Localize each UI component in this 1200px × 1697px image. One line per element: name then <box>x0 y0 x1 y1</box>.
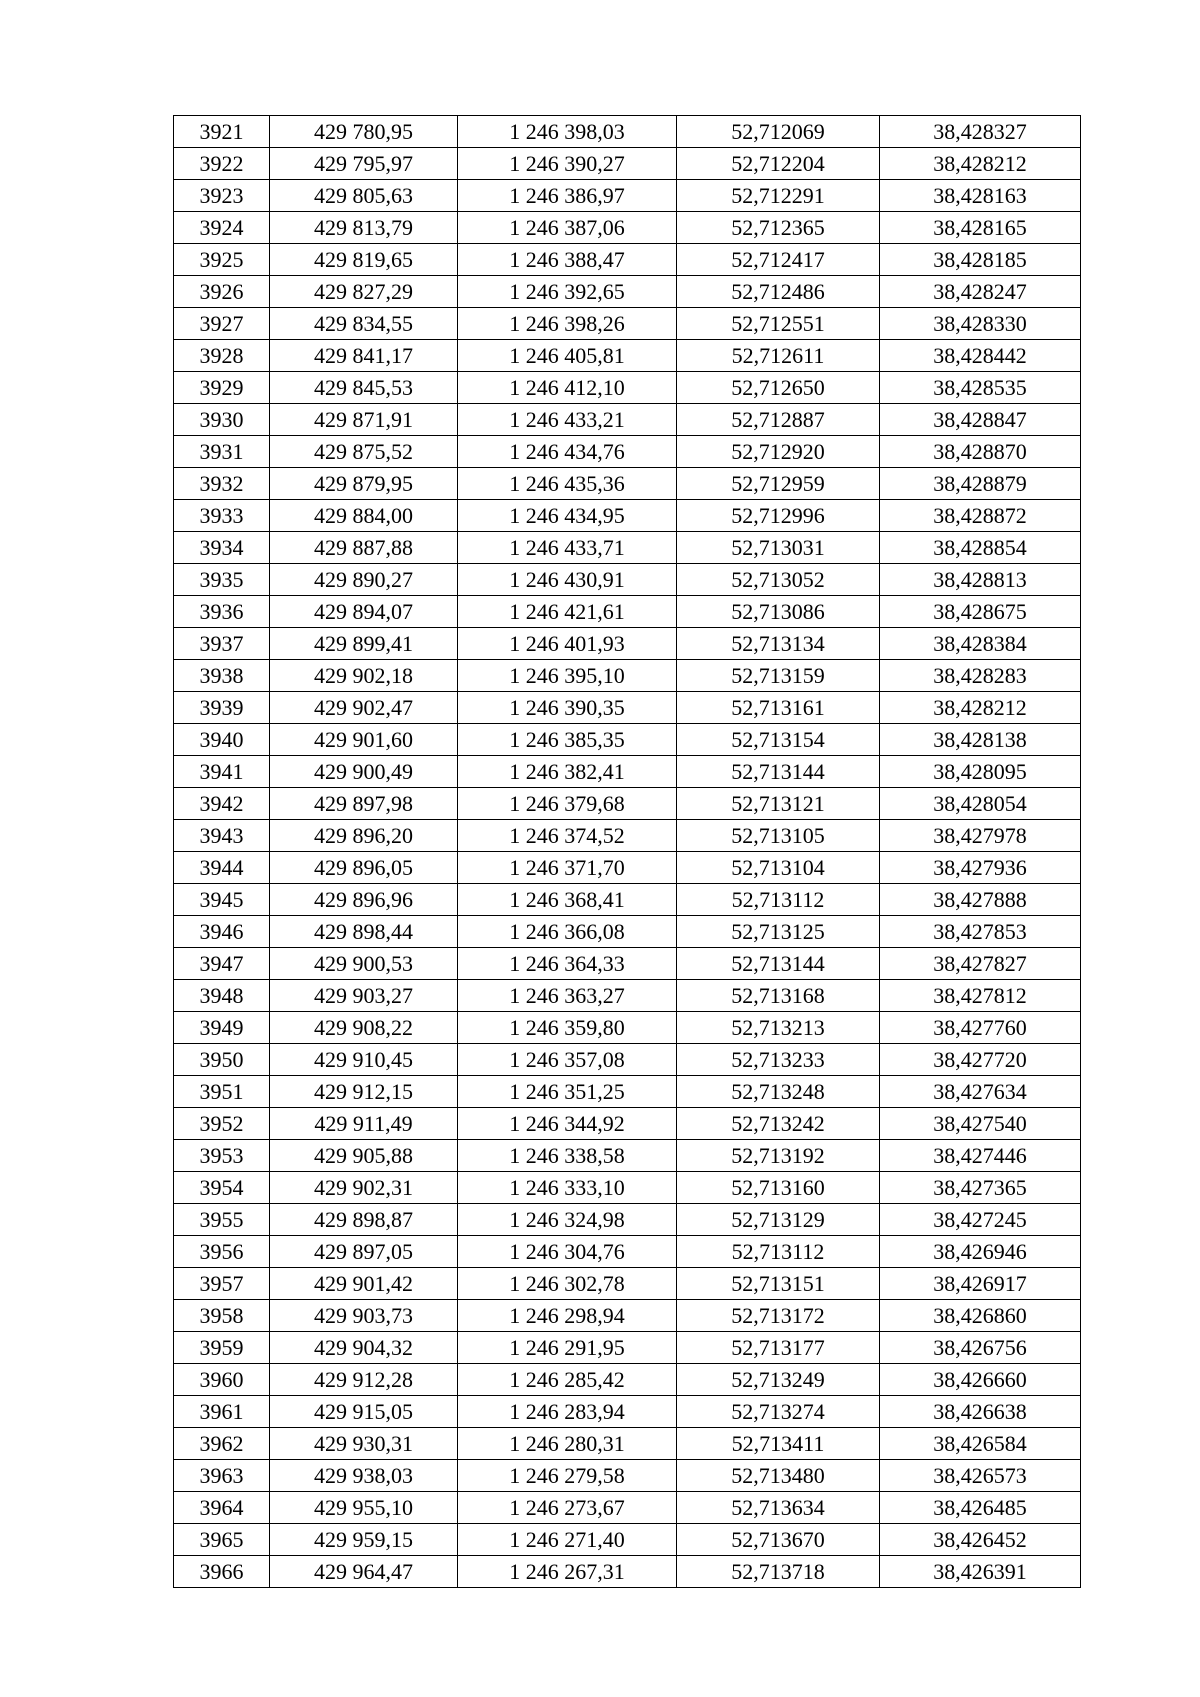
longitude-cell: 38,428185 <box>880 244 1081 276</box>
y-coordinate-cell: 1 246 344,92 <box>458 1108 677 1140</box>
latitude-cell: 52,712551 <box>677 308 880 340</box>
point-number-cell: 3952 <box>174 1108 270 1140</box>
latitude-cell: 52,712417 <box>677 244 880 276</box>
coordinates-table <box>173 115 1081 1588</box>
point-number-cell: 3966 <box>174 1556 270 1588</box>
x-coordinate-cell: 429 834,55 <box>270 308 458 340</box>
y-coordinate-cell: 1 246 273,67 <box>458 1492 677 1524</box>
point-number-cell: 3950 <box>174 1044 270 1076</box>
table-row <box>174 1460 1081 1492</box>
y-coordinate-cell: 1 246 379,68 <box>458 788 677 820</box>
point-number-cell: 3942 <box>174 788 270 820</box>
table-row <box>174 308 1081 340</box>
table-row <box>174 180 1081 212</box>
latitude-cell: 52,713233 <box>677 1044 880 1076</box>
x-coordinate-cell: 429 938,03 <box>270 1460 458 1492</box>
x-coordinate-cell: 429 898,87 <box>270 1204 458 1236</box>
latitude-cell: 52,713213 <box>677 1012 880 1044</box>
y-coordinate-cell: 1 246 412,10 <box>458 372 677 404</box>
table-row <box>174 660 1081 692</box>
latitude-cell: 52,713144 <box>677 948 880 980</box>
y-coordinate-cell: 1 246 386,97 <box>458 180 677 212</box>
x-coordinate-cell: 429 904,32 <box>270 1332 458 1364</box>
table-row <box>174 500 1081 532</box>
longitude-cell: 38,427245 <box>880 1204 1081 1236</box>
latitude-cell: 52,713192 <box>677 1140 880 1172</box>
x-coordinate-cell: 429 896,20 <box>270 820 458 852</box>
point-number-cell: 3930 <box>174 404 270 436</box>
latitude-cell: 52,713159 <box>677 660 880 692</box>
longitude-cell: 38,426452 <box>880 1524 1081 1556</box>
x-coordinate-cell: 429 813,79 <box>270 212 458 244</box>
longitude-cell: 38,426485 <box>880 1492 1081 1524</box>
point-number-cell: 3953 <box>174 1140 270 1172</box>
latitude-cell: 52,712650 <box>677 372 880 404</box>
table-row <box>174 532 1081 564</box>
x-coordinate-cell: 429 827,29 <box>270 276 458 308</box>
latitude-cell: 52,713411 <box>677 1428 880 1460</box>
y-coordinate-cell: 1 246 324,98 <box>458 1204 677 1236</box>
point-number-cell: 3939 <box>174 692 270 724</box>
table-row <box>174 1268 1081 1300</box>
longitude-cell: 38,428870 <box>880 436 1081 468</box>
longitude-cell: 38,426638 <box>880 1396 1081 1428</box>
longitude-cell: 38,427812 <box>880 980 1081 1012</box>
longitude-cell: 38,427634 <box>880 1076 1081 1108</box>
longitude-cell: 38,428535 <box>880 372 1081 404</box>
y-coordinate-cell: 1 246 304,76 <box>458 1236 677 1268</box>
x-coordinate-cell: 429 930,31 <box>270 1428 458 1460</box>
point-number-cell: 3932 <box>174 468 270 500</box>
point-number-cell: 3951 <box>174 1076 270 1108</box>
table-row <box>174 1044 1081 1076</box>
x-coordinate-cell: 429 959,15 <box>270 1524 458 1556</box>
y-coordinate-cell: 1 246 430,91 <box>458 564 677 596</box>
latitude-cell: 52,712887 <box>677 404 880 436</box>
x-coordinate-cell: 429 903,73 <box>270 1300 458 1332</box>
latitude-cell: 52,712291 <box>677 180 880 212</box>
x-coordinate-cell: 429 908,22 <box>270 1012 458 1044</box>
point-number-cell: 3929 <box>174 372 270 404</box>
longitude-cell: 38,428847 <box>880 404 1081 436</box>
point-number-cell: 3931 <box>174 436 270 468</box>
table-row <box>174 980 1081 1012</box>
point-number-cell: 3921 <box>174 116 270 148</box>
y-coordinate-cell: 1 246 398,26 <box>458 308 677 340</box>
latitude-cell: 52,713670 <box>677 1524 880 1556</box>
longitude-cell: 38,428212 <box>880 692 1081 724</box>
longitude-cell: 38,428327 <box>880 116 1081 148</box>
latitude-cell: 52,713177 <box>677 1332 880 1364</box>
x-coordinate-cell: 429 902,18 <box>270 660 458 692</box>
table-row <box>174 116 1081 148</box>
table-row <box>174 468 1081 500</box>
table-row <box>174 1428 1081 1460</box>
point-number-cell: 3948 <box>174 980 270 1012</box>
x-coordinate-cell: 429 911,49 <box>270 1108 458 1140</box>
longitude-cell: 38,428165 <box>880 212 1081 244</box>
point-number-cell: 3943 <box>174 820 270 852</box>
point-number-cell: 3961 <box>174 1396 270 1428</box>
table-row <box>174 404 1081 436</box>
point-number-cell: 3947 <box>174 948 270 980</box>
latitude-cell: 52,712204 <box>677 148 880 180</box>
longitude-cell: 38,427936 <box>880 852 1081 884</box>
y-coordinate-cell: 1 246 433,21 <box>458 404 677 436</box>
point-number-cell: 3923 <box>174 180 270 212</box>
table-row <box>174 1396 1081 1428</box>
y-coordinate-cell: 1 246 363,27 <box>458 980 677 1012</box>
table-row <box>174 884 1081 916</box>
y-coordinate-cell: 1 246 279,58 <box>458 1460 677 1492</box>
y-coordinate-cell: 1 246 387,06 <box>458 212 677 244</box>
x-coordinate-cell: 429 915,05 <box>270 1396 458 1428</box>
point-number-cell: 3945 <box>174 884 270 916</box>
point-number-cell: 3955 <box>174 1204 270 1236</box>
y-coordinate-cell: 1 246 401,93 <box>458 628 677 660</box>
table-row <box>174 820 1081 852</box>
point-number-cell: 3933 <box>174 500 270 532</box>
y-coordinate-cell: 1 246 283,94 <box>458 1396 677 1428</box>
latitude-cell: 52,713134 <box>677 628 880 660</box>
y-coordinate-cell: 1 246 371,70 <box>458 852 677 884</box>
x-coordinate-cell: 429 897,98 <box>270 788 458 820</box>
table-row <box>174 340 1081 372</box>
y-coordinate-cell: 1 246 374,52 <box>458 820 677 852</box>
point-number-cell: 3926 <box>174 276 270 308</box>
latitude-cell: 52,713112 <box>677 884 880 916</box>
latitude-cell: 52,713052 <box>677 564 880 596</box>
y-coordinate-cell: 1 246 395,10 <box>458 660 677 692</box>
table-row <box>174 1556 1081 1588</box>
latitude-cell: 52,712365 <box>677 212 880 244</box>
y-coordinate-cell: 1 246 405,81 <box>458 340 677 372</box>
latitude-cell: 52,713248 <box>677 1076 880 1108</box>
y-coordinate-cell: 1 246 333,10 <box>458 1172 677 1204</box>
y-coordinate-cell: 1 246 338,58 <box>458 1140 677 1172</box>
longitude-cell: 38,426391 <box>880 1556 1081 1588</box>
longitude-cell: 38,427540 <box>880 1108 1081 1140</box>
x-coordinate-cell: 429 887,88 <box>270 532 458 564</box>
point-number-cell: 3960 <box>174 1364 270 1396</box>
x-coordinate-cell: 429 905,88 <box>270 1140 458 1172</box>
table-row <box>174 756 1081 788</box>
longitude-cell: 38,428442 <box>880 340 1081 372</box>
longitude-cell: 38,426756 <box>880 1332 1081 1364</box>
y-coordinate-cell: 1 246 390,27 <box>458 148 677 180</box>
point-number-cell: 3924 <box>174 212 270 244</box>
point-number-cell: 3965 <box>174 1524 270 1556</box>
y-coordinate-cell: 1 246 435,36 <box>458 468 677 500</box>
longitude-cell: 38,426946 <box>880 1236 1081 1268</box>
longitude-cell: 38,426573 <box>880 1460 1081 1492</box>
y-coordinate-cell: 1 246 291,95 <box>458 1332 677 1364</box>
latitude-cell: 52,713168 <box>677 980 880 1012</box>
y-coordinate-cell: 1 246 388,47 <box>458 244 677 276</box>
point-number-cell: 3927 <box>174 308 270 340</box>
latitude-cell: 52,713112 <box>677 1236 880 1268</box>
table-row <box>174 948 1081 980</box>
longitude-cell: 38,428054 <box>880 788 1081 820</box>
longitude-cell: 38,428879 <box>880 468 1081 500</box>
y-coordinate-cell: 1 246 434,95 <box>458 500 677 532</box>
point-number-cell: 3957 <box>174 1268 270 1300</box>
table-row <box>174 1108 1081 1140</box>
longitude-cell: 38,426860 <box>880 1300 1081 1332</box>
latitude-cell: 52,713274 <box>677 1396 880 1428</box>
latitude-cell: 52,713151 <box>677 1268 880 1300</box>
table-row <box>174 1332 1081 1364</box>
latitude-cell: 52,713125 <box>677 916 880 948</box>
x-coordinate-cell: 429 912,15 <box>270 1076 458 1108</box>
y-coordinate-cell: 1 246 267,31 <box>458 1556 677 1588</box>
table-row <box>174 1236 1081 1268</box>
latitude-cell: 52,713161 <box>677 692 880 724</box>
x-coordinate-cell: 429 964,47 <box>270 1556 458 1588</box>
point-number-cell: 3934 <box>174 532 270 564</box>
latitude-cell: 52,713086 <box>677 596 880 628</box>
y-coordinate-cell: 1 246 366,08 <box>458 916 677 948</box>
longitude-cell: 38,426584 <box>880 1428 1081 1460</box>
x-coordinate-cell: 429 912,28 <box>270 1364 458 1396</box>
point-number-cell: 3958 <box>174 1300 270 1332</box>
y-coordinate-cell: 1 246 302,78 <box>458 1268 677 1300</box>
x-coordinate-cell: 429 899,41 <box>270 628 458 660</box>
longitude-cell: 38,428212 <box>880 148 1081 180</box>
latitude-cell: 52,712920 <box>677 436 880 468</box>
table-row <box>174 1524 1081 1556</box>
y-coordinate-cell: 1 246 357,08 <box>458 1044 677 1076</box>
x-coordinate-cell: 429 879,95 <box>270 468 458 500</box>
latitude-cell: 52,713480 <box>677 1460 880 1492</box>
longitude-cell: 38,426660 <box>880 1364 1081 1396</box>
latitude-cell: 52,712611 <box>677 340 880 372</box>
longitude-cell: 38,428138 <box>880 724 1081 756</box>
point-number-cell: 3941 <box>174 756 270 788</box>
y-coordinate-cell: 1 246 434,76 <box>458 436 677 468</box>
y-coordinate-cell: 1 246 390,35 <box>458 692 677 724</box>
x-coordinate-cell: 429 901,42 <box>270 1268 458 1300</box>
table-row <box>174 788 1081 820</box>
latitude-cell: 52,713634 <box>677 1492 880 1524</box>
x-coordinate-cell: 429 897,05 <box>270 1236 458 1268</box>
point-number-cell: 3959 <box>174 1332 270 1364</box>
y-coordinate-cell: 1 246 364,33 <box>458 948 677 980</box>
x-coordinate-cell: 429 902,31 <box>270 1172 458 1204</box>
table-row <box>174 628 1081 660</box>
latitude-cell: 52,713031 <box>677 532 880 564</box>
latitude-cell: 52,713154 <box>677 724 880 756</box>
y-coordinate-cell: 1 246 433,71 <box>458 532 677 564</box>
table-row <box>174 148 1081 180</box>
latitude-cell: 52,712996 <box>677 500 880 532</box>
point-number-cell: 3938 <box>174 660 270 692</box>
table-row <box>174 692 1081 724</box>
longitude-cell: 38,427888 <box>880 884 1081 916</box>
longitude-cell: 38,426917 <box>880 1268 1081 1300</box>
x-coordinate-cell: 429 896,05 <box>270 852 458 884</box>
table-row <box>174 276 1081 308</box>
x-coordinate-cell: 429 795,97 <box>270 148 458 180</box>
y-coordinate-cell: 1 246 392,65 <box>458 276 677 308</box>
latitude-cell: 52,713172 <box>677 1300 880 1332</box>
y-coordinate-cell: 1 246 298,94 <box>458 1300 677 1332</box>
x-coordinate-cell: 429 884,00 <box>270 500 458 532</box>
longitude-cell: 38,428675 <box>880 596 1081 628</box>
longitude-cell: 38,428813 <box>880 564 1081 596</box>
point-number-cell: 3944 <box>174 852 270 884</box>
y-coordinate-cell: 1 246 285,42 <box>458 1364 677 1396</box>
x-coordinate-cell: 429 819,65 <box>270 244 458 276</box>
x-coordinate-cell: 429 955,10 <box>270 1492 458 1524</box>
x-coordinate-cell: 429 780,95 <box>270 116 458 148</box>
longitude-cell: 38,428330 <box>880 308 1081 340</box>
x-coordinate-cell: 429 900,49 <box>270 756 458 788</box>
y-coordinate-cell: 1 246 385,35 <box>458 724 677 756</box>
longitude-cell: 38,428283 <box>880 660 1081 692</box>
x-coordinate-cell: 429 898,44 <box>270 916 458 948</box>
latitude-cell: 52,713105 <box>677 820 880 852</box>
point-number-cell: 3963 <box>174 1460 270 1492</box>
table-row <box>174 1012 1081 1044</box>
point-number-cell: 3925 <box>174 244 270 276</box>
x-coordinate-cell: 429 910,45 <box>270 1044 458 1076</box>
point-number-cell: 3956 <box>174 1236 270 1268</box>
x-coordinate-cell: 429 871,91 <box>270 404 458 436</box>
x-coordinate-cell: 429 901,60 <box>270 724 458 756</box>
latitude-cell: 52,713144 <box>677 756 880 788</box>
point-number-cell: 3936 <box>174 596 270 628</box>
y-coordinate-cell: 1 246 359,80 <box>458 1012 677 1044</box>
y-coordinate-cell: 1 246 421,61 <box>458 596 677 628</box>
latitude-cell: 52,713104 <box>677 852 880 884</box>
longitude-cell: 38,427760 <box>880 1012 1081 1044</box>
latitude-cell: 52,713249 <box>677 1364 880 1396</box>
y-coordinate-cell: 1 246 398,03 <box>458 116 677 148</box>
table-row <box>174 1492 1081 1524</box>
point-number-cell: 3937 <box>174 628 270 660</box>
x-coordinate-cell: 429 902,47 <box>270 692 458 724</box>
longitude-cell: 38,427827 <box>880 948 1081 980</box>
point-number-cell: 3962 <box>174 1428 270 1460</box>
longitude-cell: 38,428163 <box>880 180 1081 212</box>
y-coordinate-cell: 1 246 351,25 <box>458 1076 677 1108</box>
point-number-cell: 3946 <box>174 916 270 948</box>
latitude-cell: 52,713160 <box>677 1172 880 1204</box>
longitude-cell: 38,427978 <box>880 820 1081 852</box>
x-coordinate-cell: 429 903,27 <box>270 980 458 1012</box>
longitude-cell: 38,428095 <box>880 756 1081 788</box>
table-row <box>174 596 1081 628</box>
point-number-cell: 3954 <box>174 1172 270 1204</box>
y-coordinate-cell: 1 246 271,40 <box>458 1524 677 1556</box>
longitude-cell: 38,428384 <box>880 628 1081 660</box>
latitude-cell: 52,713129 <box>677 1204 880 1236</box>
y-coordinate-cell: 1 246 280,31 <box>458 1428 677 1460</box>
y-coordinate-cell: 1 246 368,41 <box>458 884 677 916</box>
x-coordinate-cell: 429 890,27 <box>270 564 458 596</box>
longitude-cell: 38,427720 <box>880 1044 1081 1076</box>
point-number-cell: 3949 <box>174 1012 270 1044</box>
table-row <box>174 212 1081 244</box>
point-number-cell: 3922 <box>174 148 270 180</box>
x-coordinate-cell: 429 841,17 <box>270 340 458 372</box>
x-coordinate-cell: 429 805,63 <box>270 180 458 212</box>
latitude-cell: 52,712959 <box>677 468 880 500</box>
table-row <box>174 1172 1081 1204</box>
coordinates-table-body <box>174 116 1081 1588</box>
longitude-cell: 38,428247 <box>880 276 1081 308</box>
longitude-cell: 38,427853 <box>880 916 1081 948</box>
longitude-cell: 38,427365 <box>880 1172 1081 1204</box>
longitude-cell: 38,428854 <box>880 532 1081 564</box>
x-coordinate-cell: 429 900,53 <box>270 948 458 980</box>
table-row <box>174 372 1081 404</box>
point-number-cell: 3964 <box>174 1492 270 1524</box>
x-coordinate-cell: 429 875,52 <box>270 436 458 468</box>
table-row <box>174 916 1081 948</box>
latitude-cell: 52,713718 <box>677 1556 880 1588</box>
x-coordinate-cell: 429 896,96 <box>270 884 458 916</box>
table-row <box>174 1300 1081 1332</box>
latitude-cell: 52,712069 <box>677 116 880 148</box>
table-row <box>174 1204 1081 1236</box>
table-row <box>174 1140 1081 1172</box>
latitude-cell: 52,712486 <box>677 276 880 308</box>
table-row <box>174 244 1081 276</box>
longitude-cell: 38,427446 <box>880 1140 1081 1172</box>
y-coordinate-cell: 1 246 382,41 <box>458 756 677 788</box>
point-number-cell: 3935 <box>174 564 270 596</box>
table-row <box>174 436 1081 468</box>
latitude-cell: 52,713121 <box>677 788 880 820</box>
table-row <box>174 852 1081 884</box>
table-row <box>174 1076 1081 1108</box>
x-coordinate-cell: 429 845,53 <box>270 372 458 404</box>
x-coordinate-cell: 429 894,07 <box>270 596 458 628</box>
latitude-cell: 52,713242 <box>677 1108 880 1140</box>
point-number-cell: 3940 <box>174 724 270 756</box>
point-number-cell: 3928 <box>174 340 270 372</box>
table-row <box>174 724 1081 756</box>
longitude-cell: 38,428872 <box>880 500 1081 532</box>
table-row <box>174 1364 1081 1396</box>
table-row <box>174 564 1081 596</box>
